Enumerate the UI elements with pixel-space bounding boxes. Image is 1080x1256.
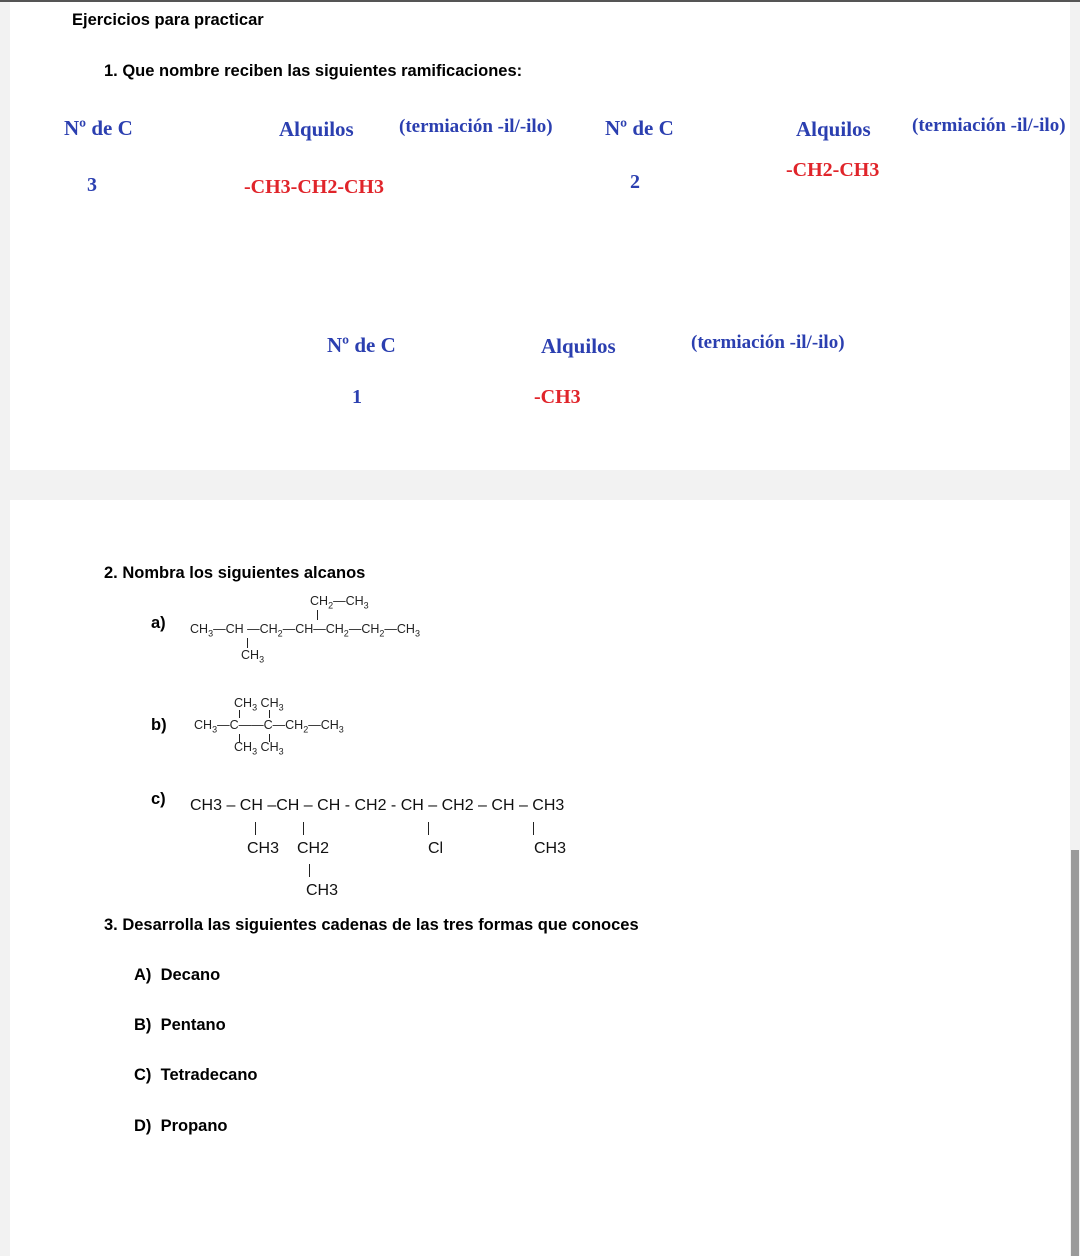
item-b-name: Pentano: [160, 1016, 226, 1034]
header-alkyl-3: Alquilos: [541, 334, 616, 358]
header-alkyl-1: Alquilos: [279, 117, 354, 141]
alkyl-formula-methyl: -CH3: [534, 386, 581, 408]
item-a: [134, 966, 220, 985]
item-c-name: Tetradecano: [160, 1066, 258, 1084]
header-ending-3: (termiación -il/-ilo): [691, 332, 845, 353]
header-alkyl-2: Alquilos: [796, 117, 871, 141]
carbons-value-2: 2: [630, 171, 640, 193]
item-a-name: Decano: [160, 966, 221, 984]
substituent-ch3: CH3: [247, 840, 280, 857]
substituent-ch3-end: CH3: [534, 840, 567, 857]
carbons-value-1: 1: [352, 386, 362, 408]
header-carbons-2: Nº de C: [605, 116, 674, 140]
question-2: 2. Nombra los siguientes alcanos: [104, 564, 366, 582]
item-d-name: Propano: [160, 1117, 228, 1135]
question-1: 1. Que nombre reciben las siguientes ramificaciones:: [104, 62, 523, 80]
item-b: [134, 1016, 226, 1035]
item-a-letter: A): [134, 966, 152, 984]
label-a: a): [151, 614, 166, 632]
main-chain: CH3 – CH –CH – CH - CH2 - CH – CH2 – CH – CH3: [190, 797, 565, 814]
alkyl-formula-propyl: -CH3-CH2-CH3: [244, 176, 384, 198]
label-b: b): [151, 716, 167, 734]
page-title: Ejercicios para practicar: [72, 11, 264, 29]
substituent-ch2: CH2: [297, 840, 330, 857]
carbons-value-3: 3: [87, 174, 97, 196]
item-d-letter: D): [134, 1117, 152, 1135]
header-carbons-1: Nº de C: [64, 116, 133, 140]
question-3: 3. Desarrolla las siguientes cadenas de las tres formas que conoces: [104, 916, 639, 934]
item-c: [134, 1066, 257, 1085]
page-1: [10, 2, 1070, 470]
page-2: 2. Nombra los siguientes alcanos a) $CH_2—CH_3$ $CH_3—CH$ $—CH_2—CH—CH_2—CH_2—CH_3$ $CH_3$ b) $CH_3$ $CH_3$ $CH_3—C——C—CH_2—CH_3$ $CH_3$ $CH_3$ c) CH3 – CH –CH – CH - CH2 - CH – CH2 – CH – CH3 CH3 CH2 Cl CH3 CH3 3. Desarrolla las siguientes cadenas de las tres formas que conoces A) Decano B) Pentano C) Tetradecano D) Propano: [10, 500, 1070, 1256]
header-carbons-3: Nº de C: [327, 333, 396, 357]
header-ending-1: (termiación -il/-ilo): [399, 116, 553, 137]
item-c-letter: C): [134, 1066, 152, 1084]
substituent-ch3-ethyl: CH3: [306, 882, 339, 899]
label-c: c): [151, 790, 166, 808]
item-b-letter: B): [134, 1016, 152, 1034]
scrollbar[interactable]: [1071, 850, 1079, 1256]
substituent-cl: Cl: [428, 840, 444, 857]
item-d: [134, 1117, 228, 1136]
header-ending-2: (termiación -il/-ilo): [912, 115, 1066, 136]
alkyl-formula-ethyl: -CH2-CH3: [786, 159, 880, 181]
